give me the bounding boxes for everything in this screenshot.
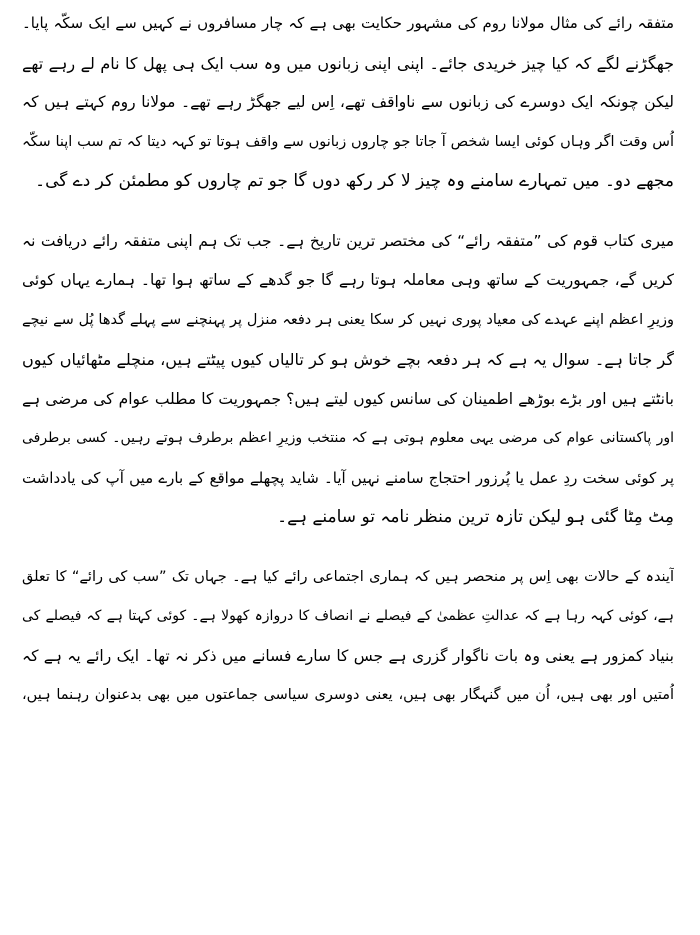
text-line: متفقہ رائے کی مثال مولانا روم کی مشہور حکایت بھی ہے کہ چار مسافروں نے کہیں سے ایک سکّہ پایا۔ <box>22 14 674 32</box>
text-line: اور پاکستانی عوام کی مرضی یہی معلوم ہوتی ہے کہ منتخب وزیرِ اعظم برطرف ہوتے رہیں۔ کسی برطرفی <box>22 430 674 446</box>
text-line: میری کتاب قوم کی ”متفقہ رائے“ کی مختصر ترین تاریخ ہے۔ جب تک ہم اپنی متفقہ رائے دریافت نہ <box>22 231 674 250</box>
text-line: ہے، کوئی کہہ رہا ہے کہ عدالتِ عظمیٰ کے فیصلے نے انصاف کا دروازہ کھولا ہے۔ کوئی کہتا ہے کہ فیصلے کی <box>22 608 674 624</box>
paragraph-spacer <box>22 202 674 222</box>
text-line: آیندہ کے حالات بھی اِس پر منحصر ہیں کہ ہماری اجتماعی رائے کیا ہے۔ جہاں تک ”سب کی رائے“ کا تعلق <box>22 568 674 585</box>
text-line: مِٹ مِٹا گئی ہو لیکن تازہ ترین منظر نامہ تو سامنے ہے۔ <box>277 507 674 527</box>
text-line: گر جاتا ہے۔ سوال یہ ہے کہ ہر دفعہ بچے خوش ہو کر تالیاں کیوں پیٹتے ہیں، منچلے مٹھائیاں کیوں <box>22 350 674 369</box>
text-line: بانٹتے ہیں اور بڑے بوڑھے اطمینان کی سانس کیوں لیتے ہیں؟ جمہوریت کا مطلب عوام کی مرضی ہے <box>22 389 674 408</box>
text-line: کریں گے، جمہوریت کے ساتھ وہی معاملہ ہوتا رہے گا جو گدھے کے ساتھ ہوا تھا۔ ہمارے یہاں کوئی <box>22 271 674 289</box>
text-line: مجھے دو۔ میں تمہارے سامنے وہ چیز لا کر رکھ دوں گا جو تم چاروں کو مطمئن کر دے گی۔ <box>35 171 674 191</box>
text-line: اُس وقت اگر وہاں کوئی ایسا شخص آ جاتا جو چاروں زبانوں سے واقف ہوتا تو کہہ دیتا کہ تم سب اپنا سکّہ <box>22 133 674 150</box>
paragraph-3 <box>22 558 674 716</box>
text-line: پر کوئی سخت ردِ عمل یا پُرزور احتجاج سامنے نہیں آیا۔ شاید پچھلے مواقع کے بارے میں آپ کی یادداشت <box>22 468 674 487</box>
paragraph-spacer <box>22 538 674 558</box>
paragraph-2 <box>22 222 674 538</box>
text-line: جھگڑنے لگے کہ کیا چیز خریدی جائے۔ اپنی اپنی زبانوں میں وہ سب ایک ہی پھل کا نام لے رہے تھے <box>22 53 674 73</box>
text-line: وزیرِ اعظم اپنے عہدے کی معیاد پوری نہیں کر سکا یعنی ہر دفعہ منزل پر پہنچنے سے پہلے گدھا پُل سے نیچے <box>22 311 674 328</box>
text-line: اُمتیں اور بھی ہیں، اُن میں گنہگار بھی ہیں، یعنی دوسری سیاسی جماعتوں میں بھی بدعنوان رہنما ہیں، <box>22 687 674 703</box>
text-line: بنیاد کمزور ہے یعنی وہ بات ناگوار گزری ہے جس کا سارے فسانے میں ذکر نہ تھا۔ ایک رائے یہ ہے کہ <box>22 646 674 665</box>
paragraph-1 <box>22 0 674 202</box>
text-line: لیکن چونکہ ایک دوسرے کی زبانوں سے ناواقف تھے، اِس لیے جھگڑ رہے تھے۔ مولانا روم کہتے ہیں کہ <box>22 93 674 111</box>
